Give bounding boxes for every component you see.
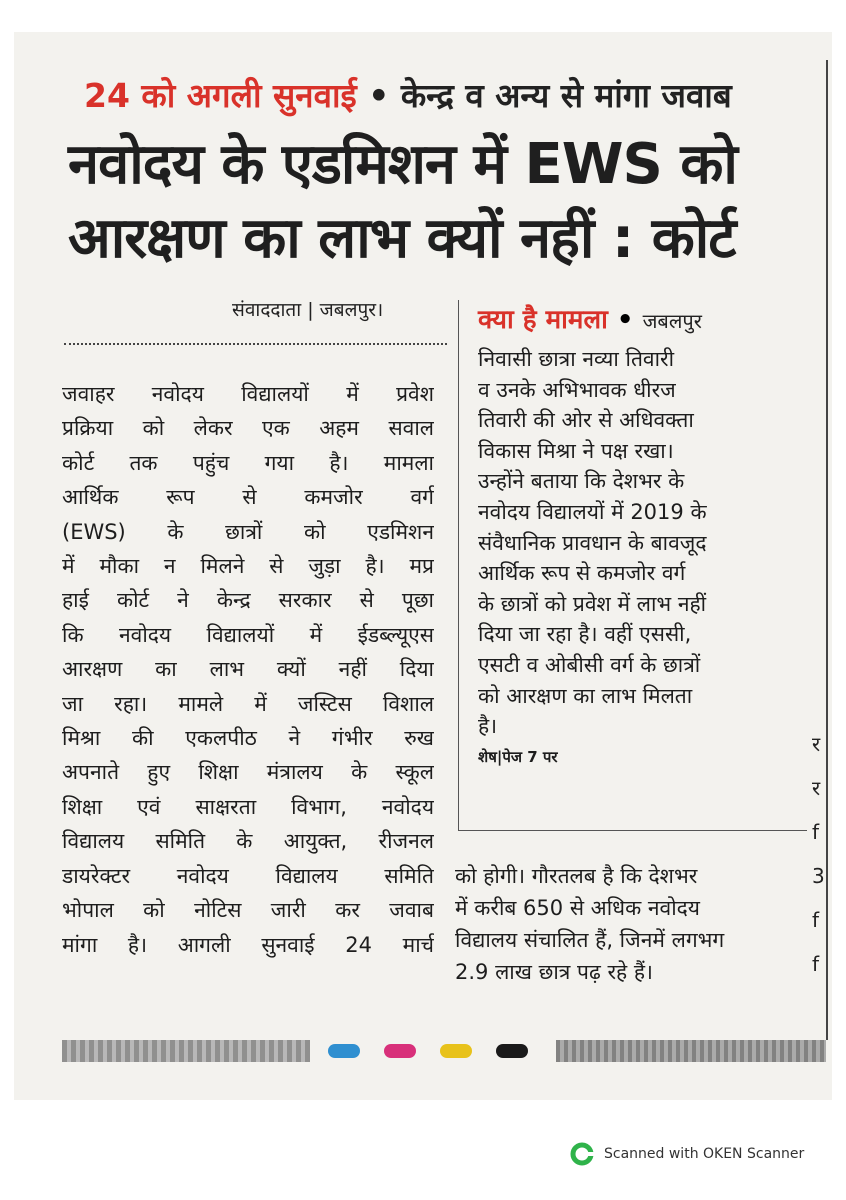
edge-glyph: f: [812, 820, 820, 844]
article-line: मांगा है। आगली सुनवाई 24 मार्च: [62, 932, 434, 957]
sidebar-heading: [478, 300, 702, 336]
cyan-ink-mark: [328, 1044, 360, 1058]
dotted-divider: [64, 343, 447, 345]
headline: [68, 128, 808, 276]
edge-glyph: f: [812, 908, 820, 932]
sidebar-line: आर्थिक रूप से कमजोर वर्ग: [478, 561, 686, 586]
sidebar-line: उन्होंने बताया कि देशभर के: [478, 469, 685, 494]
article-line: मिश्रा की एकलपीठ ने गंभीर रुख: [62, 726, 434, 751]
scanner-watermark: [570, 1142, 804, 1166]
sidebar-bullet: •: [616, 305, 634, 335]
article-line: जा रहा। मामले में जस्टिस विशाल: [62, 691, 434, 716]
article-line: को होगी। गौरतलब है कि देशभर: [455, 864, 698, 888]
article-line: में मौका न मिलने से जुड़ा है। मप्र: [62, 554, 434, 579]
scanner-logo-icon: [570, 1142, 594, 1166]
sidebar-title: क्या है मामला: [478, 305, 608, 335]
article-line: कि नवोदय विद्यालयों में ईडब्ल्यूएस: [62, 622, 434, 647]
article-line: अपनाते हुए शिक्षा मंत्रालय के स्कूल: [62, 760, 434, 785]
article-line: हाई कोर्ट ने केन्द्र सरकार से पूछा: [62, 588, 434, 613]
article-line: 2.9 लाख छात्र पढ़ रहे हैं।: [455, 960, 653, 984]
kicker-bullet: •: [368, 76, 390, 115]
sidebar-line: विकास मिश्रा ने पक्ष रखा।: [478, 438, 674, 463]
kicker-date: 24 को अगली सुनवाई: [84, 76, 357, 115]
adjacent-column-edge: [812, 722, 832, 986]
article-line: (EWS) के छात्रों को एडमिशन: [62, 519, 434, 544]
sidebar-line: को आरक्षण का लाभ मिलता: [478, 683, 693, 708]
main-article-column: [62, 377, 434, 962]
headline-line-2: आरक्षण का लाभ क्यों नहीं : कोर्ट: [68, 206, 736, 271]
headline-line-1: नवोदय के एडमिशन में EWS को: [68, 132, 737, 197]
edge-glyph: र: [812, 732, 821, 756]
sidebar-place: जबलपुर: [642, 309, 702, 333]
scanner-watermark-text: Scanned with OKEN Scanner: [604, 1146, 805, 1162]
magenta-ink-mark: [384, 1044, 416, 1058]
sidebar-line: व उनके अभिभावक धीरज: [478, 377, 676, 402]
sidebar-line: निवासी छात्रा नव्या तिवारी: [478, 347, 675, 371]
sidebar-line: संवैधानिक प्रावधान के बावजूद: [478, 530, 707, 555]
print-registration-strip-right: [556, 1040, 826, 1062]
sidebar-line: नवोदय विद्यालयों में 2019 के: [478, 499, 707, 524]
sidebar-line: के छात्रों को प्रवेश में लाभ नहीं: [478, 591, 707, 616]
article-line: डायरेक्टर नवोदय विद्यालय समिति: [62, 863, 434, 888]
article-line: शिक्षा एवं साक्षरता विभाग, नवोदय: [62, 794, 434, 819]
article-line: विद्यालय समिति के आयुक्त, रीजनल: [62, 829, 434, 854]
sidebar-line-end: है।: [478, 714, 498, 739]
yellow-ink-mark: [440, 1044, 472, 1058]
article-line: भोपाल को नोटिस जारी कर जवाब: [62, 898, 434, 923]
print-registration-strip-left: [62, 1040, 310, 1062]
article-line: जवाहर नवोदय विद्यालयों में प्रवेश: [62, 382, 434, 406]
byline: संवाददाता | जबलपुर।: [232, 299, 384, 321]
article-continuation: [455, 860, 805, 988]
sidebar-line: दिया जा रहा है। वहीं एससी,: [478, 622, 692, 647]
article-line: आर्थिक रूप से कमजोर वर्ग: [62, 485, 434, 510]
sidebar-text: [478, 344, 790, 772]
sidebar-last-line: [478, 711, 790, 772]
article-line: प्रक्रिया को लेकर एक अहम सवाल: [62, 416, 434, 441]
continued-note: शेष|पेज 7 पर: [478, 747, 558, 766]
sidebar-line: एसटी व ओबीसी वर्ग के छात्रों: [478, 652, 701, 677]
sidebar-line: तिवारी की ओर से अधिवक्ता: [478, 408, 694, 433]
article-line: विद्यालय संचालित हैं, जिनमें लगभग: [455, 928, 725, 952]
kicker-subtitle: केन्द्र व अन्य से मांगा जवाब: [400, 76, 732, 115]
black-ink-mark: [496, 1044, 528, 1058]
article-line: कोर्ट तक पहुंच गया है। मामला: [62, 450, 434, 475]
edge-glyph: f: [812, 952, 820, 976]
kicker: [84, 76, 804, 116]
article-line: में करीब 650 से अधिक नवोदय: [455, 896, 700, 920]
article-line: आरक्षण का लाभ क्यों नहीं दिया: [62, 657, 434, 682]
edge-glyph: र: [812, 776, 821, 800]
edge-glyph: 3: [812, 864, 825, 888]
